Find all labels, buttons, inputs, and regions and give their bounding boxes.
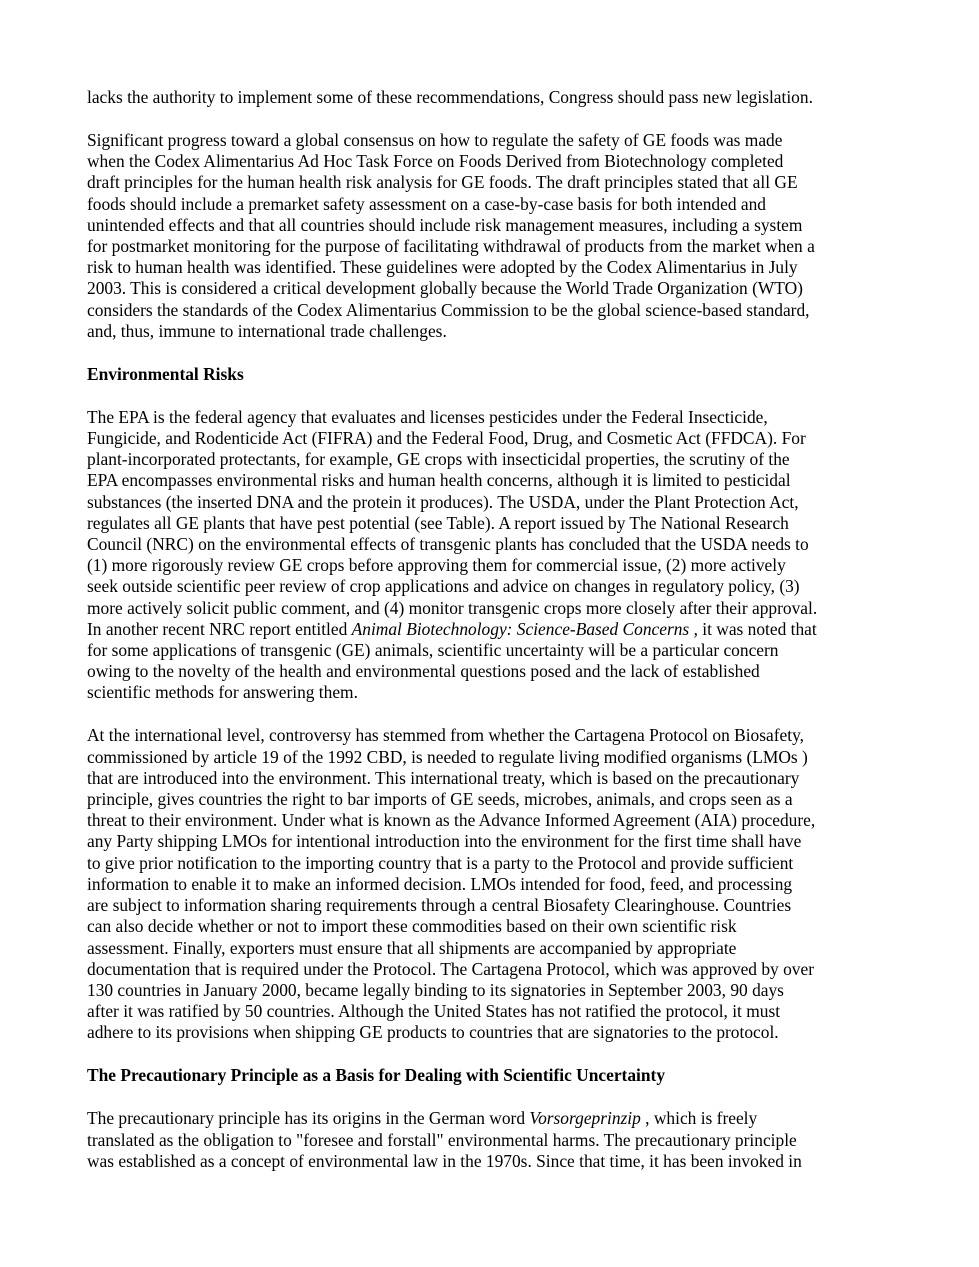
section-heading-environmental-risks: Environmental Risks <box>87 363 244 384</box>
text-line: (1) more rigorously review GE crops before approving them for commercial issue, (2) more actively <box>87 555 786 576</box>
text-line: Fungicide, and Rodenticide Act (FIFRA) and the Federal Food, Drug, and Cosmetic Act (FFDCA). For <box>87 428 806 449</box>
book-title-italic: Animal Biotechnology: Science-Based Concerns <box>351 618 690 639</box>
text-line: when the Codex Alimentarius Ad Hoc Task Force on Foods Derived from Biotechnology completed <box>87 151 784 172</box>
document-page <box>87 87 899 1194</box>
text-segment: , it was noted that <box>689 618 817 639</box>
paragraph-epa <box>87 407 899 704</box>
text-line: to give prior notification to the importing country that is a party to the Protocol and provide sufficient <box>87 852 794 873</box>
paragraph-codex <box>87 130 899 342</box>
paragraph-precautionary <box>87 1108 899 1172</box>
text-line: substances (the inserted DNA and the protein it produces). The USDA, under the Plant Protection Act, <box>87 491 799 512</box>
text-line: for some applications of transgenic (GE) animals, scientific uncertainty will be a particular concern <box>87 640 779 661</box>
text-line: more actively solicit public comment, and (4) monitor transgenic crops more closely after their approval. <box>87 597 818 618</box>
text-line: Significant progress toward a global consensus on how to regulate the safety of GE foods was made <box>87 130 783 150</box>
text-line: draft principles for the human health risk analysis for GE foods. The draft principles stated that all GE <box>87 172 798 193</box>
text-line: can also decide whether or not to import these commodities based on their own scientific risk <box>87 916 737 937</box>
text-line: foods should include a premarket safety assessment on a case-by-case basis for both intended and <box>87 193 766 214</box>
text-line: translated as the obligation to "foresee and forstall" environmental harms. The precautionary principle <box>87 1129 797 1150</box>
text-segment: The precautionary principle has its origins in the German word <box>87 1108 530 1129</box>
text-line: adhere to its provisions when shipping GE products to countries that are signatories to the protocol. <box>87 1022 779 1043</box>
text-line: 2003. This is considered a critical development globally because the World Trade Organization (WTO) <box>87 278 803 299</box>
text-line: any Party shipping LMOs for intentional introduction into the environment for the first time shall have <box>87 831 802 852</box>
text-line-with-title <box>87 619 899 640</box>
text-line: and, thus, immune to international trade challenges. <box>87 320 447 341</box>
text-line: At the international level, controversy has stemmed from whether the Cartagena Protocol on Biosafety, <box>87 725 804 746</box>
text-line: threat to their environment. Under what is known as the Advance Informed Agreement (AIA) procedure, <box>87 810 816 831</box>
text-line: plant-incorporated protectants, for example, GE crops with insecticidal properties, the scrutiny of the <box>87 449 790 470</box>
text-segment: In another recent NRC report entitled <box>87 618 352 639</box>
text-line: after it was ratified by 50 countries. Although the United States has not ratified the protocol, it must <box>87 1001 781 1022</box>
text-line: that are introduced into the environment. This international treaty, which is based on the precautionary <box>87 767 800 788</box>
section-heading-precautionary-principle: The Precautionary Principle as a Basis for Dealing with Scientific Uncertainty <box>87 1065 666 1086</box>
paragraph-cartagena <box>87 725 899 1043</box>
text-line: documentation that is required under the Protocol. The Cartagena Protocol, which was approved by over <box>87 958 814 979</box>
text-line: 130 countries in January 2000, became legally binding to its signatories in September 2003, 90 days <box>87 979 784 1000</box>
text-line-with-term <box>87 1108 899 1129</box>
text-line: was established as a concept of environmental law in the 1970s. Since that time, it has been invoked in <box>87 1150 802 1171</box>
text-segment: , which is freely <box>640 1108 758 1129</box>
text-line: seek outside scientific peer review of crop applications and advice on changes in regulatory policy, (3) <box>87 576 800 597</box>
text-line: EPA encompasses environmental risks and human health concerns, although it is limited to pesticidal <box>87 470 791 491</box>
text-line: principle, gives countries the right to bar imports of GE seeds, microbes, animals, and crops seen as a <box>87 789 793 810</box>
text-line: owing to the novelty of the health and environmental questions posed and the lack of established <box>87 661 760 682</box>
text-line: unintended effects and that all countries should include risk management measures, including a system <box>87 214 803 235</box>
paragraph-legislation <box>87 87 899 108</box>
text-line: lacks the authority to implement some of these recommendations, Congress should pass new legislation. <box>87 87 813 107</box>
german-term-italic: Vorsorgeprinzip <box>529 1108 641 1129</box>
text-line: commissioned by article 19 of the 1992 CBD, is needed to regulate living modified organisms (LMOs ) <box>87 746 808 767</box>
text-line: for postmarket monitoring for the purpose of facilitating withdrawal of products from the market when a <box>87 236 815 257</box>
text-line: The EPA is the federal agency that evaluates and licenses pesticides under the Federal Insecticide, <box>87 406 768 427</box>
text-line: assessment. Finally, exporters must ensure that all shipments are accompanied by appropriate <box>87 937 737 958</box>
text-line: scientific methods for answering them. <box>87 682 358 703</box>
text-line: regulates all GE plants that have pest potential (see Table). A report issued by The National Research <box>87 512 789 533</box>
text-line: risk to human health was identified. These guidelines were adopted by the Codex Alimentarius in July <box>87 257 798 278</box>
text-line: considers the standards of the Codex Alimentarius Commission to be the global science-based standard, <box>87 299 810 320</box>
text-line: information to enable it to make an informed decision. LMOs intended for food, feed, and processing <box>87 873 793 894</box>
text-line: Council (NRC) on the environmental effects of transgenic plants has concluded that the USDA needs to <box>87 534 809 555</box>
text-line: are subject to information sharing requirements through a central Biosafety Clearinghouse. Countries <box>87 895 792 916</box>
